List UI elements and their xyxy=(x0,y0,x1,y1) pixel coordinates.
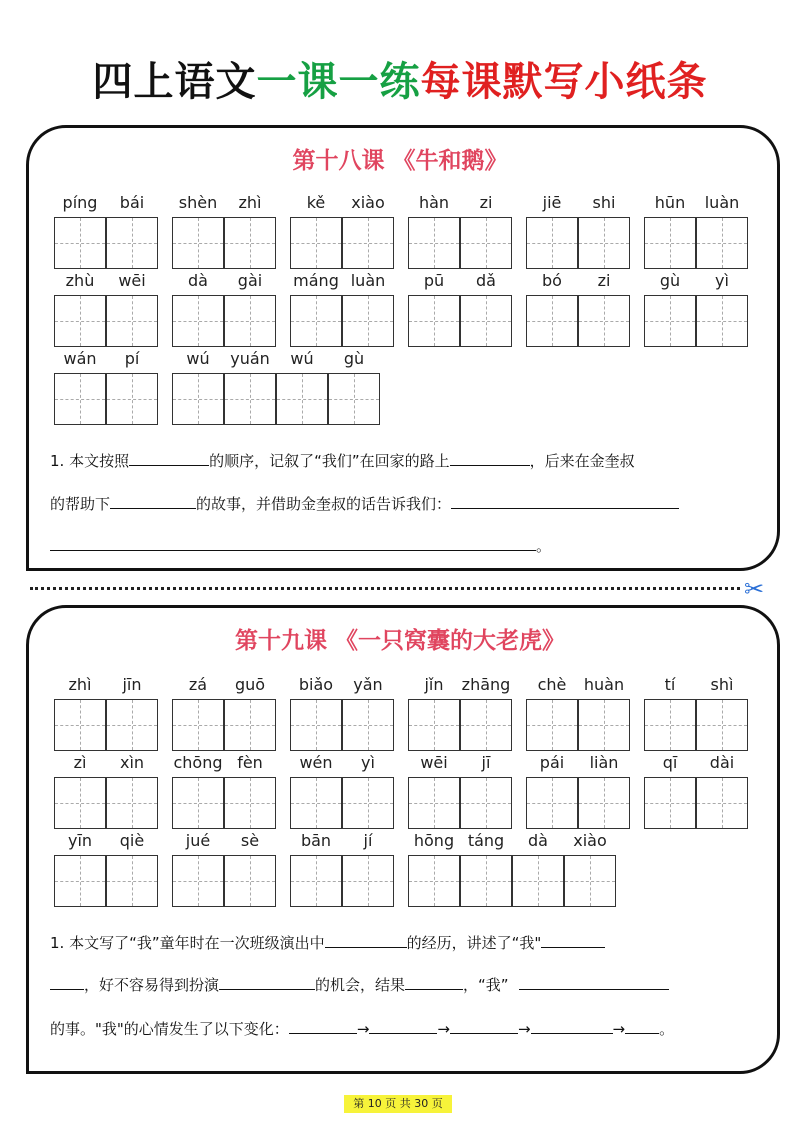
pinyin-label: hōng xyxy=(413,831,455,850)
pinyin-label: dài xyxy=(709,753,735,772)
pinyin-label: pū xyxy=(423,271,445,290)
writing-cell[interactable] xyxy=(578,777,630,829)
lesson19-question-line3 xyxy=(50,1018,674,1039)
writing-cell[interactable] xyxy=(644,217,696,269)
answer-blank[interactable] xyxy=(110,507,196,509)
pinyin-label: chōng xyxy=(173,753,223,772)
writing-cell[interactable] xyxy=(172,217,224,269)
answer-blank[interactable] xyxy=(129,464,209,466)
pinyin-label: wén xyxy=(299,753,333,772)
writing-cell[interactable] xyxy=(408,217,460,269)
lesson19-heading: 第十九课 《一只窝囊的大老虎》 xyxy=(234,628,565,654)
q-text: 的经历，讲述了“我" xyxy=(406,934,542,952)
pinyin-label: hàn xyxy=(418,193,450,212)
lesson18-question-line2 xyxy=(50,493,679,514)
lesson19-question-line1 xyxy=(50,932,605,953)
writing-cell[interactable] xyxy=(342,777,394,829)
pinyin-label: xiào xyxy=(573,831,607,850)
arrow-icon: → xyxy=(612,1020,626,1038)
pinyin-label: shi xyxy=(592,193,616,212)
answer-blank[interactable] xyxy=(219,988,315,990)
writing-cell[interactable] xyxy=(460,295,512,347)
q-text: 1. 本文写了“我”童年时在一次班级演出中 xyxy=(50,934,325,952)
writing-cell[interactable] xyxy=(106,373,158,425)
q-text: ，“我” xyxy=(463,976,509,994)
writing-cell[interactable] xyxy=(54,855,106,907)
pinyin-label: bān xyxy=(300,831,332,850)
pinyin-label: zhāng xyxy=(461,675,511,694)
pinyin-label: dǎ xyxy=(476,271,496,290)
writing-cell[interactable] xyxy=(526,699,578,751)
writing-cell[interactable] xyxy=(460,217,512,269)
title-part-red: 每课默写小纸条 xyxy=(420,59,708,105)
pinyin-label: zá xyxy=(188,675,208,694)
writing-cell[interactable] xyxy=(276,373,328,425)
writing-cell[interactable] xyxy=(696,295,748,347)
writing-cell[interactable] xyxy=(564,855,616,907)
answer-blank[interactable] xyxy=(541,946,605,948)
pinyin-label: wēi xyxy=(118,271,146,290)
answer-blank[interactable] xyxy=(289,1032,357,1034)
arrow-icon: → xyxy=(356,1020,370,1038)
writing-cell[interactable] xyxy=(328,373,380,425)
pinyin-label: jī xyxy=(481,753,491,772)
pinyin-label: jiē xyxy=(542,193,562,212)
writing-cell[interactable] xyxy=(54,699,106,751)
writing-cell[interactable] xyxy=(460,855,512,907)
answer-blank[interactable] xyxy=(50,988,84,990)
pinyin-label: wú xyxy=(290,349,314,368)
pinyin-label: jué xyxy=(185,831,211,850)
answer-blank[interactable] xyxy=(451,507,679,509)
cut-line xyxy=(30,587,740,590)
pinyin-label: yì xyxy=(715,271,729,290)
answer-blank[interactable] xyxy=(405,988,463,990)
pinyin-label: yì xyxy=(361,753,375,772)
pinyin-label: bái xyxy=(119,193,145,212)
writing-cell[interactable] xyxy=(224,295,276,347)
writing-cell[interactable] xyxy=(224,855,276,907)
pinyin-label: zhì xyxy=(238,193,262,212)
writing-cell[interactable] xyxy=(408,295,460,347)
answer-blank[interactable] xyxy=(50,549,536,551)
pinyin-label: jīn xyxy=(122,675,142,694)
pinyin-label: píng xyxy=(62,193,98,212)
pinyin-label: qiè xyxy=(119,831,145,850)
pinyin-label: wēi xyxy=(420,753,448,772)
writing-cell[interactable] xyxy=(172,699,224,751)
pinyin-label: xiào xyxy=(351,193,385,212)
lesson18-question-line3 xyxy=(50,535,551,556)
q-text: 的顺序，记叙了“我们”在回家的路上 xyxy=(209,452,450,470)
writing-cell[interactable] xyxy=(644,777,696,829)
answer-blank[interactable] xyxy=(325,946,407,948)
writing-cell[interactable] xyxy=(290,699,342,751)
writing-cell[interactable] xyxy=(460,699,512,751)
pinyin-label: wán xyxy=(63,349,97,368)
writing-cell[interactable] xyxy=(224,217,276,269)
pinyin-label: gù xyxy=(343,349,365,368)
writing-cell[interactable] xyxy=(342,699,394,751)
pinyin-label: wú xyxy=(186,349,210,368)
lesson18-heading: 第十八课 《牛和鹅》 xyxy=(292,148,508,174)
pinyin-label: sè xyxy=(240,831,260,850)
pinyin-label: luàn xyxy=(704,193,740,212)
answer-blank[interactable] xyxy=(531,1032,613,1034)
writing-cell[interactable] xyxy=(578,217,630,269)
pinyin-label: gài xyxy=(237,271,263,290)
pinyin-label: huàn xyxy=(583,675,625,694)
pinyin-label: zhù xyxy=(65,271,95,290)
writing-cell[interactable] xyxy=(644,699,696,751)
writing-cell[interactable] xyxy=(172,855,224,907)
pinyin-label: máng xyxy=(293,271,339,290)
writing-cell[interactable] xyxy=(578,699,630,751)
writing-cell[interactable] xyxy=(290,777,342,829)
q-text: 1. 本文按照 xyxy=(50,452,130,470)
pinyin-label: jí xyxy=(363,831,373,850)
q-text: 的帮助下 xyxy=(50,495,111,513)
arrow-icon: → xyxy=(517,1020,531,1038)
q-text: 的故事，并借助金奎叔的话告诉我们： xyxy=(196,495,452,513)
q-text: 。 xyxy=(659,1020,675,1038)
pinyin-label: dà xyxy=(188,271,208,290)
writing-cell[interactable] xyxy=(106,295,158,347)
lesson18-question-line1 xyxy=(50,450,635,471)
writing-cell[interactable] xyxy=(408,855,460,907)
pinyin-label: bó xyxy=(542,271,562,290)
writing-cell[interactable] xyxy=(526,217,578,269)
writing-cell[interactable] xyxy=(54,295,106,347)
q-text: 的事。"我"的心情发生了以下变化： xyxy=(50,1020,289,1038)
writing-cell[interactable] xyxy=(342,295,394,347)
writing-cell[interactable] xyxy=(54,217,106,269)
writing-cell[interactable] xyxy=(696,777,748,829)
writing-cell[interactable] xyxy=(342,217,394,269)
answer-blank[interactable] xyxy=(450,464,530,466)
writing-cell[interactable] xyxy=(54,777,106,829)
writing-cell[interactable] xyxy=(224,777,276,829)
answer-blank[interactable] xyxy=(450,1032,518,1034)
page-title xyxy=(0,50,800,107)
answer-blank[interactable] xyxy=(519,988,669,990)
title-part-black: 四上语文 xyxy=(92,59,257,105)
scissors-icon: ✂ xyxy=(744,575,765,603)
q-text: 。 xyxy=(536,537,552,555)
pinyin-label: zi xyxy=(597,271,611,290)
writing-cell[interactable] xyxy=(696,217,748,269)
pinyin-label: yuán xyxy=(230,349,270,368)
writing-cell[interactable] xyxy=(578,295,630,347)
page-footer: 第 10 页 共 30 页 xyxy=(344,1095,452,1113)
pinyin-label: pái xyxy=(539,753,565,772)
writing-cell[interactable] xyxy=(172,373,224,425)
writing-cell[interactable] xyxy=(290,217,342,269)
writing-cell[interactable] xyxy=(106,217,158,269)
pinyin-label: luàn xyxy=(350,271,386,290)
pinyin-label: táng xyxy=(467,831,505,850)
pinyin-label: jǐn xyxy=(424,675,444,694)
writing-cell[interactable] xyxy=(172,777,224,829)
q-text: 的机会，结果 xyxy=(315,976,406,994)
pinyin-label: zhì xyxy=(68,675,92,694)
pinyin-label: shì xyxy=(710,675,734,694)
writing-cell[interactable] xyxy=(512,855,564,907)
pinyin-label: fèn xyxy=(237,753,263,772)
pinyin-label: hūn xyxy=(654,193,686,212)
writing-cell[interactable] xyxy=(54,373,106,425)
answer-blank[interactable] xyxy=(369,1032,437,1034)
writing-cell[interactable] xyxy=(526,777,578,829)
answer-blank[interactable] xyxy=(625,1032,659,1034)
pinyin-label: gù xyxy=(659,271,681,290)
pinyin-label: yīn xyxy=(67,831,93,850)
pinyin-label: biǎo xyxy=(298,675,334,694)
pinyin-label: pí xyxy=(124,349,140,368)
writing-cell[interactable] xyxy=(526,295,578,347)
writing-cell[interactable] xyxy=(696,699,748,751)
pinyin-label: chè xyxy=(537,675,567,694)
writing-cell[interactable] xyxy=(342,855,394,907)
pinyin-label: guō xyxy=(234,675,266,694)
pinyin-label: shèn xyxy=(178,193,218,212)
writing-cell[interactable] xyxy=(644,295,696,347)
writing-cell[interactable] xyxy=(172,295,224,347)
pinyin-label: tí xyxy=(664,675,676,694)
pinyin-label: zì xyxy=(73,753,87,772)
lesson19-question-line2 xyxy=(50,974,669,995)
q-text: ，后来在金奎叔 xyxy=(529,452,635,470)
writing-cell[interactable] xyxy=(408,699,460,751)
pinyin-label: zi xyxy=(479,193,493,212)
pinyin-label: yǎn xyxy=(353,675,383,694)
writing-cell[interactable] xyxy=(290,855,342,907)
writing-cell[interactable] xyxy=(106,699,158,751)
writing-cell[interactable] xyxy=(408,777,460,829)
writing-cell[interactable] xyxy=(106,855,158,907)
writing-cell[interactable] xyxy=(224,699,276,751)
arrow-icon: → xyxy=(437,1020,450,1038)
writing-cell[interactable] xyxy=(106,777,158,829)
writing-cell[interactable] xyxy=(224,373,276,425)
writing-cell[interactable] xyxy=(460,777,512,829)
pinyin-label: xìn xyxy=(119,753,145,772)
pinyin-label: liàn xyxy=(589,753,619,772)
pinyin-label: kě xyxy=(306,193,326,212)
pinyin-label: qī xyxy=(662,753,678,772)
writing-cell[interactable] xyxy=(290,295,342,347)
pinyin-label: dà xyxy=(528,831,548,850)
q-text: ，好不容易得到扮演 xyxy=(84,976,220,994)
title-part-green: 一课一练 xyxy=(256,59,421,105)
